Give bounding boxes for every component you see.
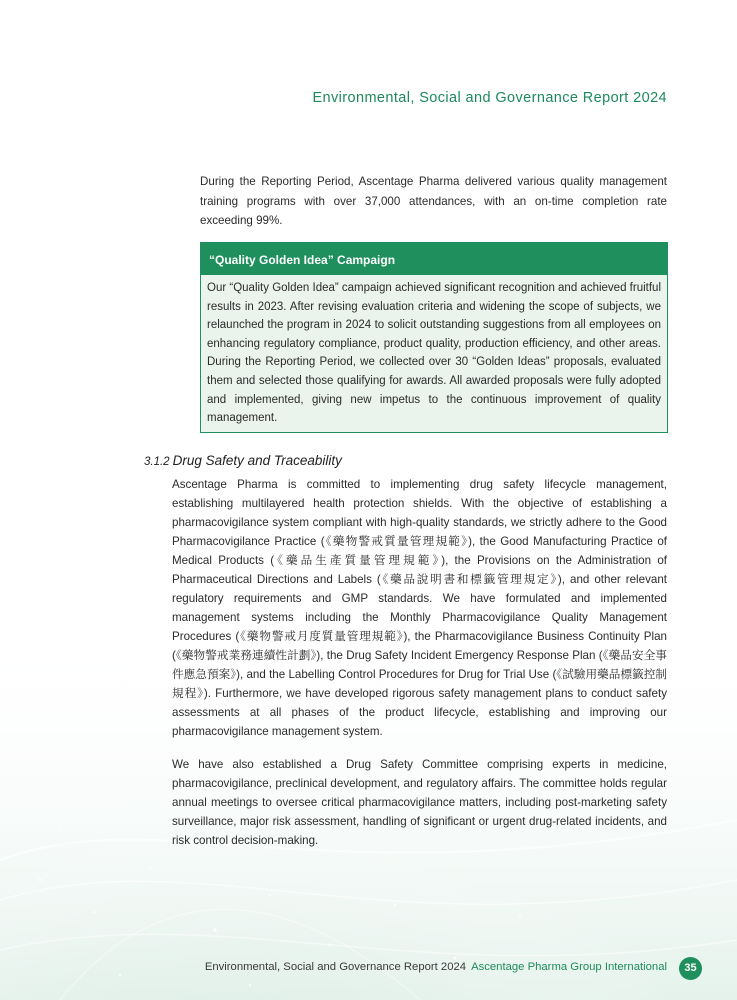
campaign-highlight-box	[200, 242, 668, 433]
section-paragraph: Ascentage Pharma is committed to implementing drug safety lifecycle management, establishing multilayered health protection shields. With the objective of establishing a pharmacovigilance system compliant with high-quality standards, we strictly adhere to the Good Pharmacovigilance Practice (《藥物警戒質量管理規範》), the Good Manufacturing Practice of Medical Products (《藥品生產質量管理規範》), the Provisions on the Administration of Pharmaceutical Directions and Labels (《藥品說明書和標籤管理規定》), and other relevant regulatory requirements and GMP standards. We have formulated and implemented management systems including the Monthly Pharmacovigilance Quality Management Procedures (《藥物警戒月度質量管理規範》), the Pharmacovigilance Business Continuity Plan (《藥物警戒業務連續性計劃》), the Drug Safety Incident Emergency Response Plan (《藥品安全事件應急預案》), and the Labelling Control Procedures for Drug for Trial Use (《試驗用藥品標籤控制規程》). Furthermore, we have developed rigorous safety management plans to conduct safety assessments at all phases of the product lifecycle, establishing and improving our pharmacovigilance management system.	[172, 478, 667, 738]
page-number-badge: 35	[679, 957, 702, 980]
report-header-title: Environmental, Social and Governance Report 2024	[312, 90, 667, 106]
section-paragraph: We have also established a Drug Safety Committee comprising experts in medicine, pharmacovigilance, preclinical development, and regulatory affairs. The committee holds regular annual meetings to oversee critical pharmacovigilance matters, including post-marketing safety surveillance, major risk assessment, handling of significant or urgent drug-related incidents, and risk control decision-making.	[172, 758, 667, 847]
section-number: 3.1.2	[144, 456, 170, 468]
campaign-box-title: “Quality Golden Idea” Campaign	[201, 243, 667, 275]
intro-paragraph: During the Reporting Period, Ascentage Pharma delivered various quality management training programs with over 37,000 attendances, with an on-time completion rate exceeding 99%.	[200, 175, 667, 227]
footer-company-name: Ascentage Pharma Group International	[471, 961, 667, 973]
footer-report-title: Environmental, Social and Governance Report 2024	[204, 961, 467, 973]
campaign-box-body: Our “Quality Golden Idea” campaign achieved significant recognition and achieved fruitful results in 2023. After revising evaluation criteria and widening the scope of subjects, we relaunched the program in 2024 to solicit outstanding suggestions from all employees on enhancing regulatory compliance, product quality, production efficiency, and other areas. During the Reporting Period, we collected over 30 “Golden Ideas” proposals, evaluated them and selected those qualifying for awards. All awarded proposals were fully adopted and implemented, giving new impetus to the continuous improvement of quality management.	[207, 282, 661, 425]
section-title: Drug Safety and Traceability	[172, 453, 342, 468]
page-footer	[205, 961, 667, 973]
section-heading	[144, 453, 342, 468]
